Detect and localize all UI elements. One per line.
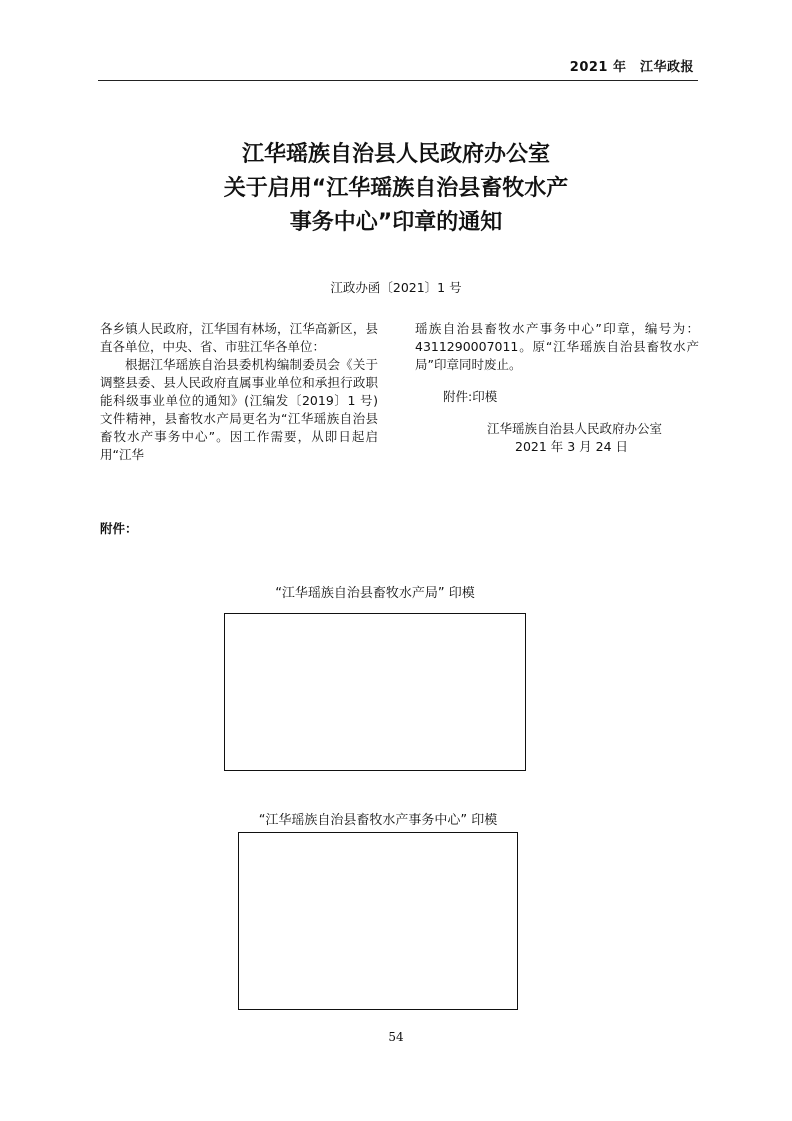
body-paragraph-continued: 瑶族自治县畜牧水产事务中心”印章，编号为：4311290007011。原“江华瑶族自治县畜牧水产局”印章同时废止。	[415, 321, 699, 372]
title-line-1: 江华瑶族自治县人民政府办公室	[241, 142, 550, 167]
addressee: 各乡镇人民政府，江华国有林场，江华高新区，县直各单位，中央、省、市驻江华各单位：	[100, 321, 378, 354]
stamp-impression-box-new	[238, 832, 518, 1010]
document-title	[96, 138, 696, 240]
issue-date: 2021 年 3 月 24 日	[515, 439, 629, 454]
issuer-signature: 江华瑶族自治县人民政府办公室	[487, 421, 663, 436]
page-header	[98, 54, 698, 81]
attachment-label: 附件：	[100, 521, 138, 536]
body-right-column	[415, 320, 699, 456]
header-text: 2021 年 江华政报	[569, 60, 694, 75]
stamp-impression-box-old	[224, 613, 526, 771]
title-line-3: 事务中心”印章的通知	[289, 210, 503, 235]
attachment-note: 附件:印模	[443, 389, 498, 404]
body-paragraph: 根据江华瑶族自治县委机构编制委员会《关于调整县委、县人民政府直属事业单位和承担行政职能科级事业单位的通知》(江编发〔2019〕1 号)文件精神，县畜牧水产局更名为“江华瑶族自治县畜牧水产事务中心”。因工作需要，从即日起启用“江华	[100, 357, 378, 462]
document-number: 江政办函〔2021〕1 号	[330, 280, 462, 295]
stamp-title-old: “江华瑶族自治县畜牧水产局” 印模	[275, 586, 475, 601]
title-line-2: 关于启用“江华瑶族自治县畜牧水产	[223, 176, 569, 201]
body-left-column	[100, 320, 378, 464]
page-number: 54	[388, 1030, 404, 1044]
stamp-title-new: “江华瑶族自治县畜牧水产事务中心” 印模	[258, 813, 498, 828]
